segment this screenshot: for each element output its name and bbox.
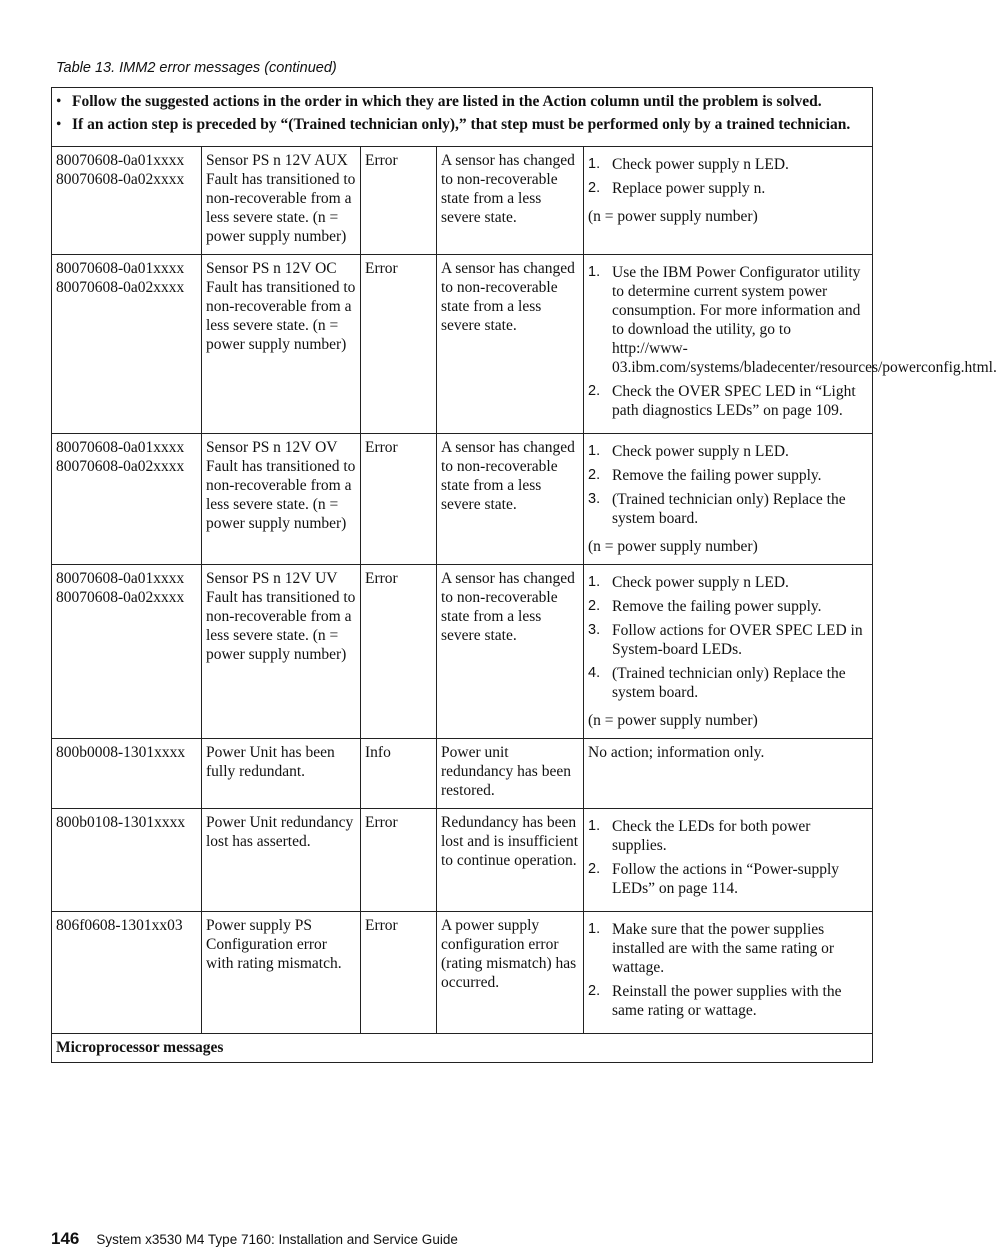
step-number: 1.: [588, 921, 601, 937]
action-step: [588, 860, 868, 898]
step-number: 2.: [588, 598, 601, 614]
table-row: [52, 255, 873, 434]
note-item: • If an action step is preceded by “(Trained technician only),” that step must be performed only by a trained technician.: [72, 115, 868, 134]
table-caption: Table 13. IMM2 error messages (continued): [56, 60, 337, 76]
message-cell: Sensor PS n 12V AUX Fault has transitioned to non-recoverable from a less severe state. (n = power supply number): [202, 147, 361, 255]
step-number: 1.: [588, 443, 601, 459]
action-cell: [584, 434, 873, 565]
step-text: Use the IBM Power Configurator utility to determine current system power consumption. For more information and to download the utility, go to http://www-03.ibm.com/systems/bladecenter/resources/powerconfig.html.: [612, 264, 997, 376]
step-text: Check power supply n LED.: [612, 443, 789, 460]
message-id-cell: [52, 912, 202, 1034]
action-cell: [584, 912, 873, 1034]
step-text: Remove the failing power supply.: [612, 467, 822, 484]
action-text: No action; information only.: [588, 744, 765, 761]
action-cell: [584, 565, 873, 739]
message-id: 80070608-0a02xxxx: [56, 589, 185, 606]
step-number: 4.: [588, 665, 601, 681]
table-row: [52, 565, 873, 739]
step-text: Check power supply n LED.: [612, 574, 789, 591]
step-text: Remove the failing power supply.: [612, 598, 822, 615]
section-heading: Microprocessor messages: [52, 1034, 873, 1063]
message-id: 806f0608-1301xx03: [56, 917, 183, 934]
message-cell: Sensor PS n 12V UV Fault has transitioned to non-recoverable from a less severe state. (n = power supply number): [202, 565, 361, 739]
notes-list: [56, 92, 868, 134]
action-note: (n = power supply number): [588, 538, 758, 555]
message-id: 800b0008-1301xxxx: [56, 744, 186, 761]
message-id: 80070608-0a01xxxx: [56, 439, 185, 456]
action-list: [588, 263, 997, 420]
imm2-error-table: [51, 87, 997, 1063]
action-step: [588, 597, 868, 616]
action-step: [588, 466, 868, 485]
description-cell: Redundancy has been lost and is insufficient to continue operation.: [437, 809, 584, 912]
action-cell: [584, 255, 997, 434]
note-item: • Follow the suggested actions in the order in which they are listed in the Action column until the problem is solved.: [72, 92, 868, 111]
action-list: [588, 155, 868, 198]
message-cell: Sensor PS n 12V OV Fault has transitioned to non-recoverable from a less severe state. (n = power supply number): [202, 434, 361, 565]
notes-row: [52, 88, 873, 147]
step-text: Replace power supply n.: [612, 180, 766, 197]
step-number: 2.: [588, 983, 601, 999]
step-number: 2.: [588, 180, 601, 196]
step-number: 2.: [588, 467, 601, 483]
message-cell: Power supply PS Configuration error with rating mismatch.: [202, 912, 361, 1034]
step-text: (Trained technician only) Replace the system board.: [612, 491, 846, 527]
step-text: Check power supply n LED.: [612, 156, 789, 173]
message-id: 80070608-0a01xxxx: [56, 152, 185, 169]
action-list: [588, 573, 868, 702]
table-row: [52, 739, 873, 809]
step-text: Check the OVER SPEC LED in “Light path diagnostics LEDs” on page 109.: [612, 383, 856, 419]
section-row: [52, 1034, 873, 1063]
message-id-cell: [52, 147, 202, 255]
action-cell: [584, 147, 873, 255]
message-id-cell: [52, 255, 202, 434]
message-id: 80070608-0a02xxxx: [56, 458, 185, 475]
message-id: 80070608-0a02xxxx: [56, 279, 185, 296]
step-number: 1.: [588, 818, 601, 834]
action-list: [588, 817, 868, 898]
message-id-cell: [52, 565, 202, 739]
severity-cell: Error: [361, 809, 437, 912]
action-note: (n = power supply number): [588, 208, 758, 225]
action-step: [588, 664, 868, 702]
step-text: (Trained technician only) Replace the system board.: [612, 665, 846, 701]
action-list: [588, 442, 868, 528]
description-cell: A sensor has changed to non-recoverable state from a less severe state.: [437, 255, 584, 434]
table-row: [52, 809, 873, 912]
table-row: [52, 147, 873, 255]
step-number: 1.: [588, 264, 601, 280]
message-cell: Power Unit has been fully redundant.: [202, 739, 361, 809]
step-number: 1.: [588, 574, 601, 590]
step-text: Check the LEDs for both power supplies.: [612, 818, 811, 854]
message-cell: Power Unit redundancy lost has asserted.: [202, 809, 361, 912]
message-cell: Sensor PS n 12V OC Fault has transitioned to non-recoverable from a less severe state. (n = power supply number): [202, 255, 361, 434]
action-step: [588, 982, 868, 1020]
action-cell: [584, 809, 873, 912]
description-cell: A sensor has changed to non-recoverable state from a less severe state.: [437, 565, 584, 739]
page-number: 146: [51, 1229, 80, 1248]
action-step: [588, 263, 997, 377]
severity-cell: Error: [361, 255, 437, 434]
step-text: Follow the actions in “Power-supply LEDs” on page 114.: [612, 861, 839, 897]
action-step: [588, 573, 868, 592]
severity-cell: Error: [361, 912, 437, 1034]
action-step: [588, 490, 868, 528]
step-number: 2.: [588, 383, 601, 399]
step-number: 3.: [588, 491, 601, 507]
message-id: 80070608-0a01xxxx: [56, 260, 185, 277]
step-number: 1.: [588, 156, 601, 172]
action-step: [588, 621, 868, 659]
severity-cell: Error: [361, 147, 437, 255]
action-step: [588, 155, 868, 174]
action-note: (n = power supply number): [588, 712, 758, 729]
action-step: [588, 920, 868, 977]
description-cell: A sensor has changed to non-recoverable state from a less severe state.: [437, 147, 584, 255]
description-cell: A sensor has changed to non-recoverable state from a less severe state.: [437, 434, 584, 565]
message-id: 800b0108-1301xxxx: [56, 814, 186, 831]
table-row: [52, 912, 873, 1034]
message-id: 80070608-0a02xxxx: [56, 171, 185, 188]
message-id-cell: [52, 434, 202, 565]
action-step: [588, 817, 868, 855]
step-text: Reinstall the power supplies with the same rating or wattage.: [612, 983, 842, 1019]
description-cell: A power supply configuration error (rating mismatch) has occurred.: [437, 912, 584, 1034]
severity-cell: Error: [361, 434, 437, 565]
table-body: [52, 88, 997, 1063]
action-cell: [584, 739, 873, 809]
document-title: System x3530 M4 Type 7160: Installation and Service Guide: [96, 1232, 458, 1247]
severity-cell: Error: [361, 565, 437, 739]
message-id-cell: [52, 809, 202, 912]
action-list: [588, 920, 868, 1020]
message-id: 80070608-0a01xxxx: [56, 570, 185, 587]
action-step: [588, 442, 868, 461]
step-text: Make sure that the power supplies installed are with the same rating or wattage.: [612, 921, 835, 976]
notes-cell: [52, 88, 873, 147]
table-row: [52, 434, 873, 565]
step-text: Follow actions for OVER SPEC LED in System-board LEDs.: [612, 622, 863, 658]
action-step: [588, 179, 868, 198]
step-number: 3.: [588, 622, 601, 638]
message-id-cell: [52, 739, 202, 809]
step-number: 2.: [588, 861, 601, 877]
severity-cell: Info: [361, 739, 437, 809]
action-step: [588, 382, 868, 420]
description-cell: Power unit redundancy has been restored.: [437, 739, 584, 809]
page-footer: [51, 1229, 458, 1249]
